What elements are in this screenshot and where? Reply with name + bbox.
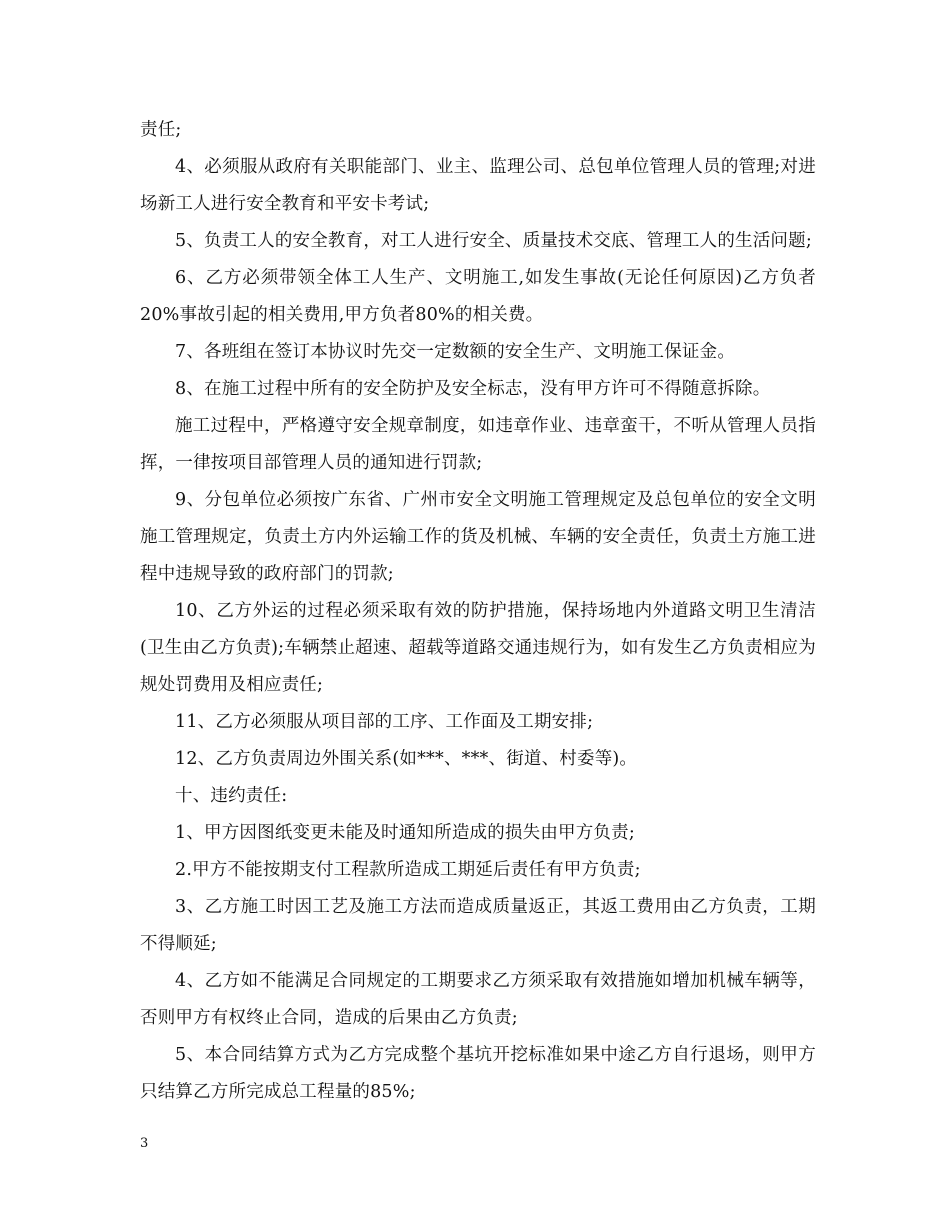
page-number: 3 [140,1136,149,1151]
paragraph-15: 3、乙方施工时因工艺及施工方法而造成质量返正，其返工费用由乙方负责，工期不得顺延; [140,897,816,954]
paragraph-13: 1、甲方因图纸变更未能及时通知所造成的损失由甲方负责; [175,823,635,843]
paragraph-7: 施工过程中，严格遵守安全规章制度，如违章作业、违章蛮干，不听从管理人员指挥，一律按项目部管理人员的通知进行罚款; [140,416,816,473]
paragraph-3: 5、负责工人的安全教育，对工人进行安全、质量技术交底、管理工人的生活问题; [175,231,812,251]
paragraph-9: 10、乙方外运的过程必须采取有效的防护措施，保持场地内外道路文明卫生清洁(卫生由乙方负责);车辆禁止超速、超载等道路交通违规行为，如有发生乙方负责相应为规处罚费用及相应责任; [140,601,816,695]
paragraph-6: 8、在施工过程中所有的安全防护及安全标志，没有甲方许可不得随意拆除。 [175,379,771,399]
paragraph-14: 2.甲方不能按期支付工程款所造成工期延后责任有甲方负责; [175,860,641,880]
paragraph-2: 4、必须服从政府有关职能部门、业主、监理公司、总包单位管理人员的管理;对进场新工人进行安全教育和平安卡考试; [140,157,816,214]
paragraph-4: 6、乙方必须带领全体工人生产、文明施工,如发生事故(无论任何原因)乙方负者20%事故引起的相关费用,甲方负者80%的相关费。 [140,268,816,325]
paragraph-11: 12、乙方负责周边外围关系(如***、***、街道、村委等)。 [175,749,638,769]
document-page [140,112,816,1111]
paragraph-8: 9、分包单位必须按广东省、广州市安全文明施工管理规定及总包单位的安全文明施工管理规定，负责土方内外运输工作的货及机械、车辆的安全责任，负责土方施工进程中违规导致的政府部门的罚款; [140,490,816,584]
paragraph-5: 7、各班组在签订本协议时先交一定数额的安全生产、文明施工保证金。 [175,342,736,362]
paragraph-1: 责任; [140,120,182,140]
section-heading-breach-liability: 十、违约责任: [175,786,288,806]
paragraph-16: 4、乙方如不能满足合同规定的工期要求乙方须采取有效措施如增加机械车辆等，否则甲方有权终止合同，造成的后果由乙方负责; [140,971,816,1028]
paragraph-10: 11、乙方必须服从项目部的工序、工作面及工期安排; [175,712,594,732]
paragraph-17: 5、本合同结算方式为乙方完成整个基坑开挖标准如果中途乙方自行退场，则甲方只结算乙方所完成总工程量的85%; [140,1045,816,1102]
